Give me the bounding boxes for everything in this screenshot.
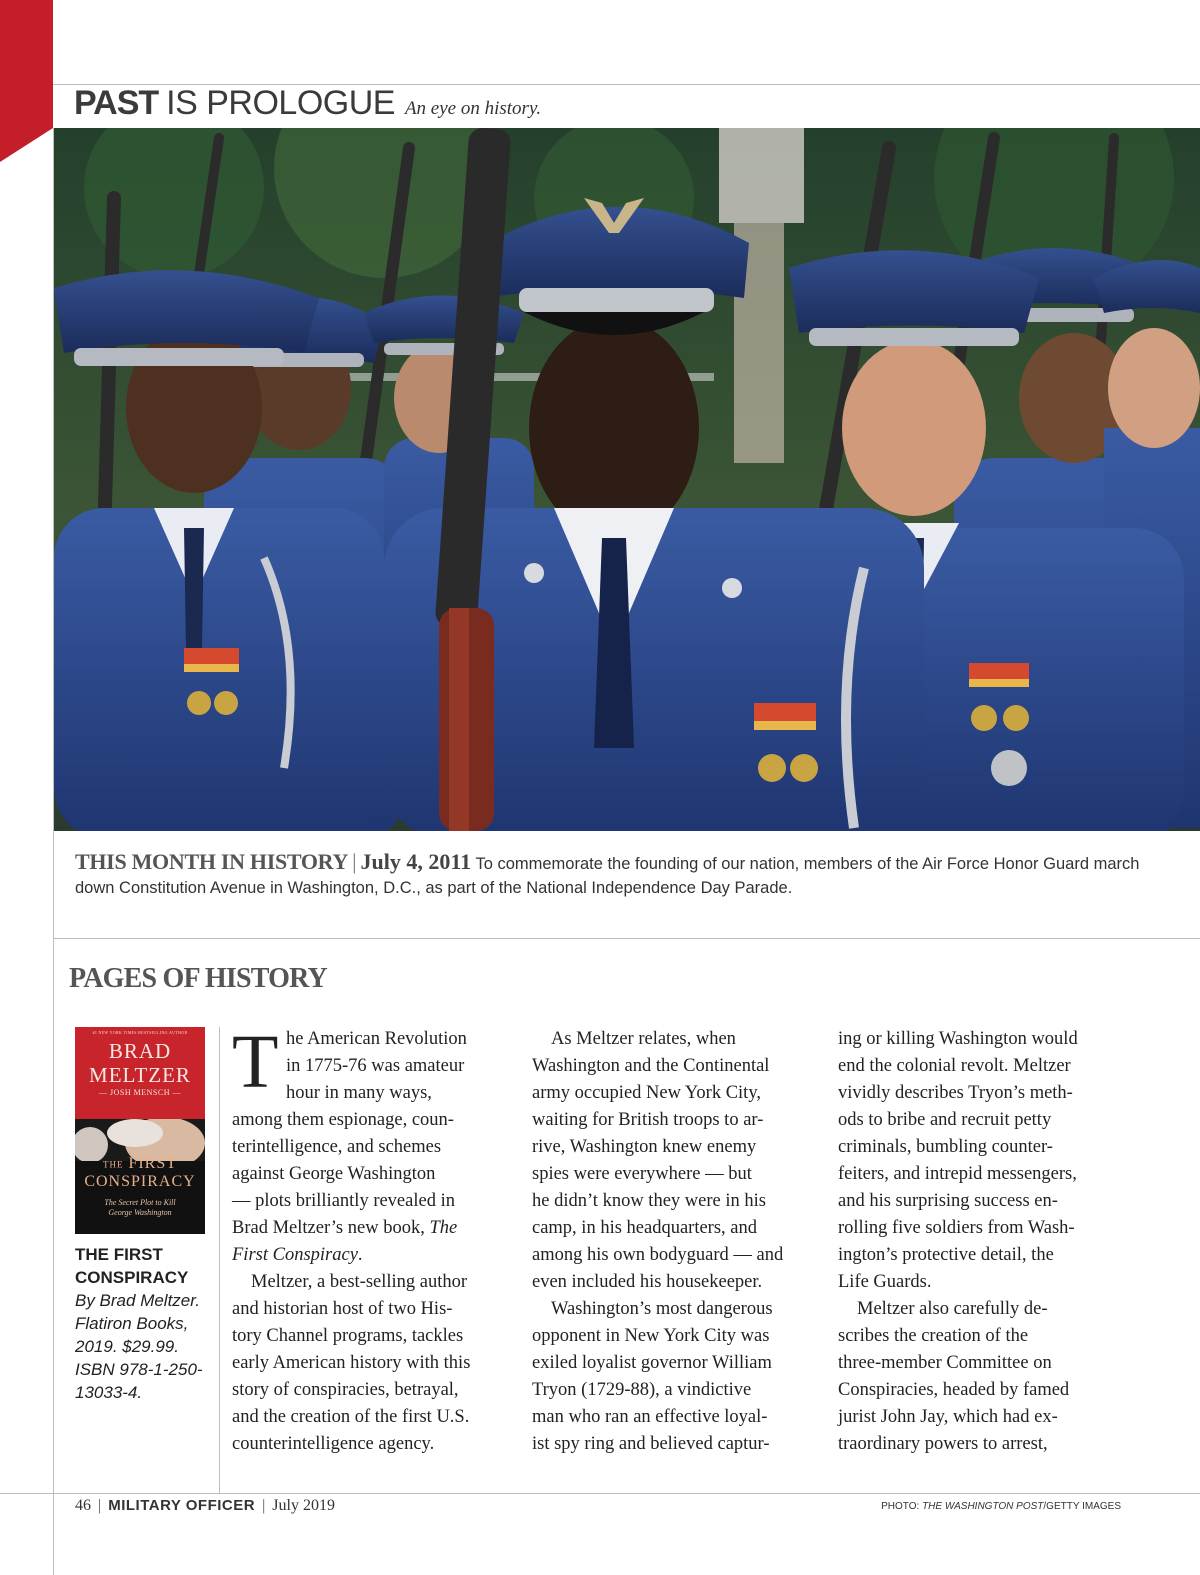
article-line: in 1775-76 was amateur: [286, 1056, 465, 1076]
book-title: [75, 1243, 210, 1289]
article-line: camp, in his headquarters, and: [532, 1218, 758, 1238]
article-line: opponent in New York City was: [532, 1326, 770, 1346]
article-line: rive, Washington knew enemy: [532, 1137, 757, 1157]
section-tagline: An eye on history.: [404, 98, 542, 119]
section-title: [74, 84, 541, 128]
book-cover: [75, 1027, 205, 1234]
book-detail-line: 13033-4.: [75, 1383, 143, 1402]
book-detail-line: By Brad Meltzer.: [75, 1291, 201, 1310]
article-line: ist spy ring and believed captur-: [532, 1434, 770, 1454]
honor-guard-illustration: [54, 128, 1200, 831]
book-cover-blurb: #1 NEW YORK TIMES BESTSELLING AUTHOR: [92, 1030, 188, 1035]
article-line: army occupied New York City,: [532, 1083, 761, 1103]
article-line: hour in many ways,: [286, 1083, 432, 1103]
book-cover-subtitle: [75, 1198, 205, 1218]
article-column-2: [532, 1026, 822, 1458]
article-line: story of conspiracies, betrayal,: [232, 1380, 459, 1400]
hero-photo: [54, 128, 1200, 831]
article-line: against George Washington: [232, 1164, 436, 1184]
caption-date: July 4, 2011: [360, 849, 472, 874]
photo-credit-prefix: PHOTO:: [881, 1501, 923, 1512]
article-line: exiled loyalist governor William: [532, 1353, 772, 1373]
article-line: rolling five soldiers from Wash-: [838, 1218, 1075, 1238]
caption-text: To commemorate the founding of our nation, members of the Air Force Honor Guard march down Constitution Avenue in Washington, D.C., as part of the National Independence Day Parade.: [75, 855, 1140, 897]
article-line: he American Revolution: [286, 1029, 467, 1049]
article-line: scribes the creation of the: [838, 1326, 1029, 1346]
book-detail-line: 2019. $29.99.: [75, 1337, 179, 1356]
article-line: Conspiracies, headed by famed: [838, 1380, 1070, 1400]
book-cover-title: [75, 1155, 205, 1191]
photo-credit: [881, 1501, 1121, 1512]
folio-separator: |: [262, 1497, 266, 1514]
article-line: traordinary powers to arrest,: [838, 1434, 1048, 1454]
book-title-italic: The: [429, 1218, 458, 1238]
book-title-italic: First Conspiracy: [232, 1245, 358, 1265]
article-line: tory Channel programs, tackles: [232, 1326, 464, 1346]
article-line-period: .: [357, 1245, 363, 1265]
article-line-text: Brad Meltzer’s new book,: [232, 1218, 425, 1238]
article-line: among them espionage, coun-: [232, 1110, 454, 1130]
page-number: 46: [75, 1497, 91, 1514]
book-details: [75, 1289, 215, 1404]
footer-rule: [0, 1493, 1200, 1494]
book-cover-subtitle-line1: The Secret Plot to Kill: [104, 1198, 176, 1207]
article-column-3: [838, 1026, 1128, 1458]
book-cover-author-line1: BRAD: [108, 1039, 172, 1063]
book-cover-title-line1: FIRST: [128, 1155, 178, 1172]
article-line: jurist John Jay, which had ex-: [838, 1407, 1058, 1427]
article-line: [232, 1242, 517, 1269]
article-line: [232, 1215, 517, 1242]
article-line: counterintelligence agency.: [232, 1434, 435, 1454]
book-cover-coauthor: — JOSH MENSCH —: [99, 1088, 181, 1097]
article-line: waiting for British troops to ar-: [532, 1110, 764, 1130]
caption-heading: THIS MONTH IN HISTORY: [75, 849, 349, 874]
caption-separator: |: [352, 849, 357, 874]
sidebar-column-rule: [219, 1027, 220, 1493]
article-line: Washington’s most dangerous: [551, 1299, 773, 1319]
section-divider: [53, 938, 1200, 939]
photo-credit-suffix: /GETTY IMAGES: [1043, 1501, 1121, 1512]
folio-separator: |: [98, 1497, 102, 1514]
article-line: Life Guards.: [838, 1272, 932, 1292]
page-folio: [75, 1497, 335, 1515]
book-detail-line: ISBN 978-1-250-: [75, 1360, 203, 1379]
article-line: Washington and the Continental: [532, 1056, 770, 1076]
book-cover-title-line2: CONSPIRACY: [84, 1173, 196, 1191]
article-line: and historian host of two His-: [232, 1299, 453, 1319]
section-title-bold: PAST: [74, 84, 159, 122]
article-line: feiters, and intrepid messengers,: [838, 1164, 1077, 1184]
article-line: ing or killing Washington would: [838, 1029, 1078, 1049]
article-line: early American history with this: [232, 1353, 471, 1373]
article-line: ods to bribe and recruit petty: [838, 1110, 1052, 1130]
article-line: vividly describes Tryon’s meth-: [838, 1083, 1073, 1103]
article-line: even included his housekeeper.: [532, 1272, 763, 1292]
article-column-1: [232, 1020, 517, 1458]
article-line: three-member Committee on: [838, 1353, 1052, 1373]
article-line: man who ran an effective loyal-: [532, 1407, 768, 1427]
article-line: end the colonial revolt. Meltzer: [838, 1056, 1071, 1076]
issue-date: July 2019: [272, 1497, 335, 1514]
article-line: terintelligence, and schemes: [232, 1137, 442, 1157]
article-line: ington’s protective detail, the: [838, 1245, 1054, 1265]
drop-cap: T: [232, 1020, 279, 1104]
magazine-name: MILITARY OFFICER: [108, 1497, 256, 1514]
red-corner-accent: [0, 0, 53, 162]
book-cover-author-line2: MELTZER: [89, 1063, 191, 1087]
article-line: Meltzer, a best-selling author: [251, 1272, 468, 1292]
photo-credit-source: THE WASHINGTON POST: [922, 1501, 1044, 1512]
book-title-line1: THE FIRST: [75, 1245, 163, 1264]
article-line: and his surprising success en-: [838, 1191, 1058, 1211]
book-cover-subtitle-line2: George Washington: [108, 1208, 172, 1217]
article-line: criminals, bumbling counter-: [838, 1137, 1053, 1157]
article-line: and the creation of the first U.S.: [232, 1407, 470, 1427]
pages-of-history-heading: PAGES OF HISTORY: [69, 963, 327, 994]
book-detail-line: Flatiron Books,: [75, 1314, 189, 1333]
article-line: As Meltzer relates, when: [551, 1029, 736, 1049]
article-line: — plots brilliantly revealed in: [232, 1191, 455, 1211]
article-line: among his own bodyguard — and: [532, 1245, 784, 1265]
article-line: spies were everywhere — but: [532, 1164, 752, 1184]
book-title-line2: CONSPIRACY: [75, 1268, 189, 1287]
article-line: Meltzer also carefully de-: [857, 1299, 1048, 1319]
book-cover-title-small: THE: [102, 1159, 124, 1170]
book-cover-author: [75, 1039, 205, 1087]
article-line: Tryon (1729-88), a vindictive: [532, 1380, 752, 1400]
section-title-rest: IS PROLOGUE: [166, 84, 395, 122]
article-line: he didn’t know they were in his: [532, 1191, 766, 1211]
photo-caption: [75, 850, 1155, 900]
